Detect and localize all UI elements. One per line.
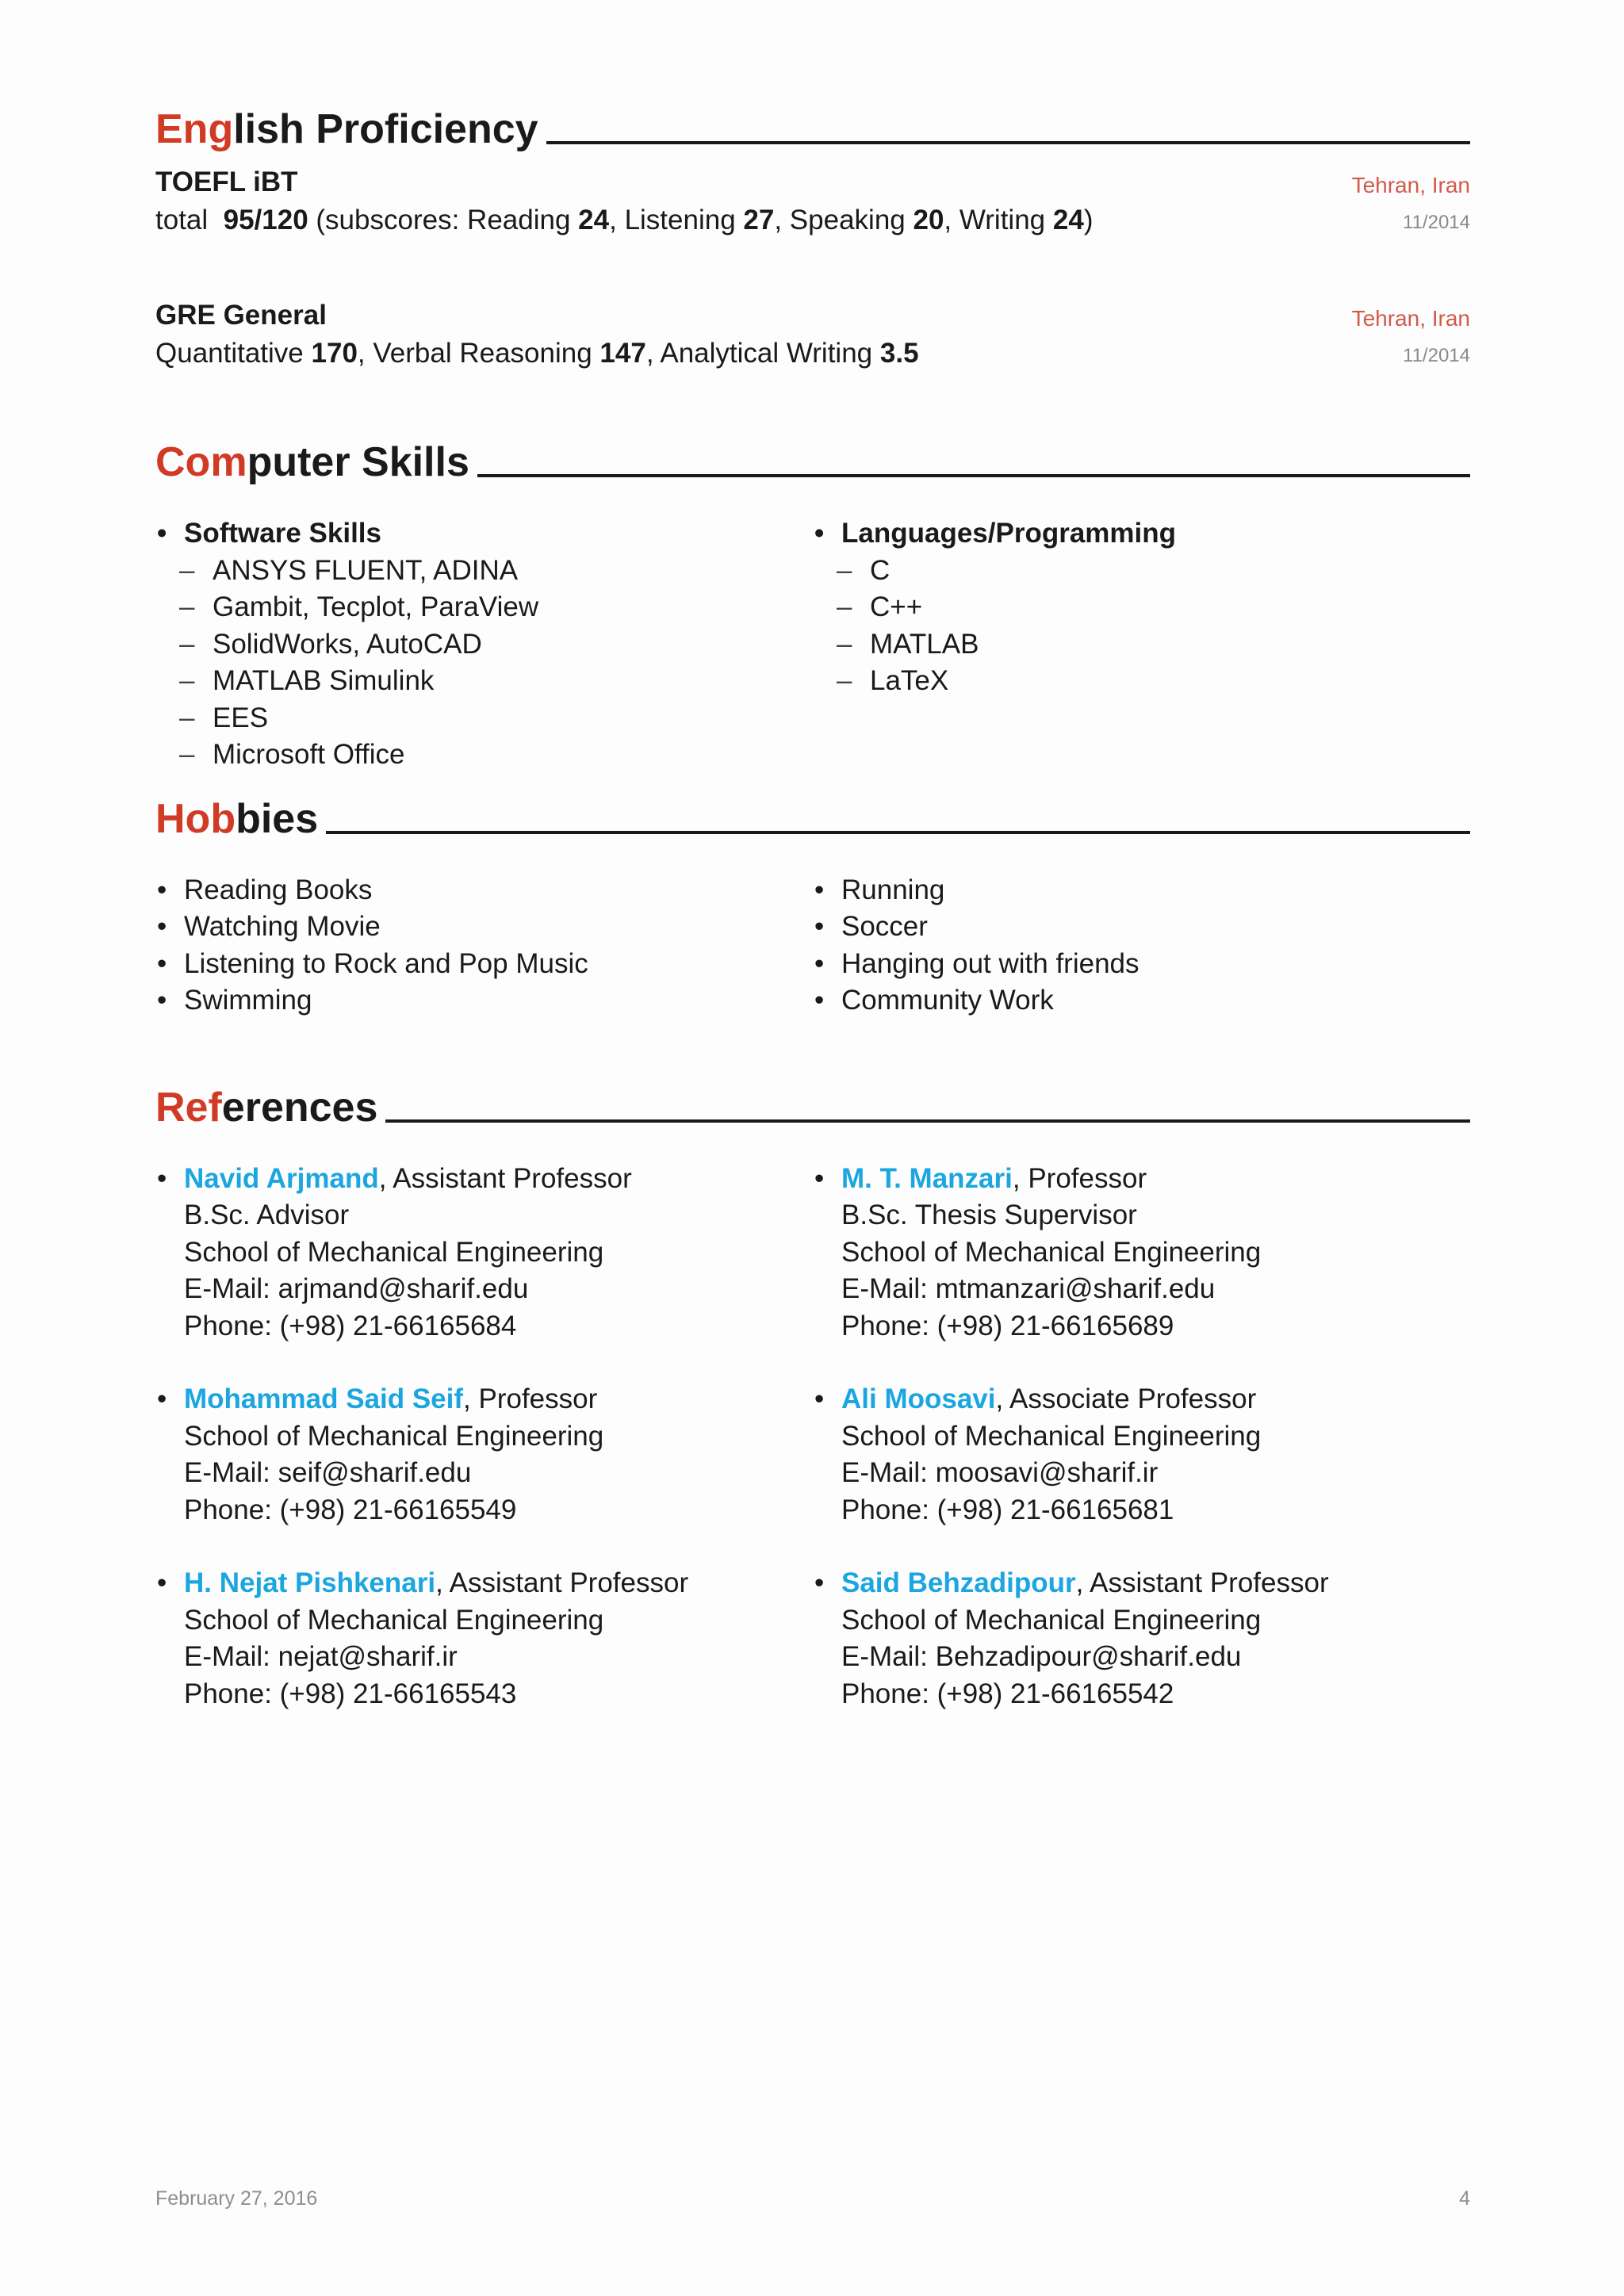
software-column [155,515,813,774]
list-item: • Watching Movie [157,911,381,942]
gre-scores: Quantitative 170, Verbal Reasoning 147, Analytical Writing 3.5 [155,338,919,369]
section-computer-skills [155,438,1470,487]
page-number: 4 [1459,2187,1470,2210]
list-item: • Hanging out with friends [814,947,1139,979]
list-item: • Reading Books [157,874,373,905]
section-title: English Proficiency [155,106,538,152]
entry-date: 11/2014 [1403,212,1470,233]
entry-location: Tehran, Iran [1351,173,1470,197]
languages-column [813,515,1470,774]
footer-date: February 27, 2016 [155,2187,318,2210]
list-item: • Swimming [157,985,312,1016]
cv-page [155,105,1470,1749]
section-rule [477,474,1470,477]
sub-item: – C [837,554,891,586]
entry-title: GRE General [155,300,327,331]
reference-entry: • Said Behzadipour, Assistant Professor School of Mechanical Engineering E-Mail: Behzadipour@sharif.edu Phone: (+98) 21-66165542 [814,1567,1329,1709]
sub-item: – Gambit, Tecplot, ParaView [179,591,539,622]
hobbies-columns [155,872,1470,1020]
list-item: • Community Work [814,985,1054,1016]
entry-date: 11/2014 [1403,345,1470,366]
references-columns [155,1161,1470,1750]
sub-item: – EES [179,702,269,733]
reference-name: Ali Moosavi [841,1383,996,1414]
page-footer [155,2185,1470,2212]
section-title: References [155,1084,378,1131]
entry-location: Tehran, Iran [1351,306,1470,331]
section-rule [326,831,1470,834]
toefl-entry [155,163,1470,239]
sub-item: – ANSYS FLUENT, ADINA [179,554,519,586]
section-hobbies [155,794,1470,844]
sub-item: – MATLAB [837,628,979,660]
reference-name: H. Nejat Pishkenari [184,1567,436,1598]
section-title: Computer Skills [155,439,469,485]
list-item: • Software Skills [157,518,381,549]
list-item: • Languages/Programming [814,518,1177,549]
reference-entry: • M. T. Manzari, Professor B.Sc. Thesis Supervisor School of Mechanical Engineering E-Mail: mtmanzari@sharif.edu Phone: (+98) 21-66165689 [814,1162,1262,1341]
references-left [155,1161,813,1750]
section-references [155,1083,1470,1132]
toefl-scores: total 95/120 (subscores: Reading 24, Listening 27, Speaking 20, Writing 24) [155,205,1094,235]
sub-item: – SolidWorks, AutoCAD [179,628,482,660]
references-right [813,1161,1470,1750]
list-item: • Listening to Rock and Pop Music [157,947,588,979]
section-title: Hobbies [155,795,319,842]
skills-columns [155,515,1470,774]
reference-name: Navid Arjmand [184,1162,379,1194]
reference-entry: • Ali Moosavi, Associate Professor School of Mechanical Engineering E-Mail: moosavi@sharif.ir Phone: (+98) 21-66165681 [814,1383,1262,1525]
section-rule [385,1119,1470,1123]
entry-title: TOEFL iBT [155,166,298,197]
list-item: • Soccer [814,911,928,942]
sub-item: – C++ [837,591,923,622]
sub-item: – LaTeX [837,665,949,696]
hobbies-right [813,872,1470,1020]
section-english-proficiency [155,105,1470,154]
list-item: • Running [814,874,945,905]
reference-entry: • Navid Arjmand, Assistant Professor B.Sc. Advisor School of Mechanical Engineering E-Mail: arjmand@sharif.edu Phone: (+98) 21-66165684 [157,1162,632,1341]
hobbies-left [155,872,813,1020]
gre-entry [155,297,1470,373]
sub-item: – Microsoft Office [179,739,405,770]
sub-item: – MATLAB Simulink [179,665,435,696]
reference-entry: • H. Nejat Pishkenari, Assistant Professor School of Mechanical Engineering E-Mail: nejat@sharif.ir Phone: (+98) 21-66165543 [157,1567,689,1709]
reference-entry: • Mohammad Said Seif, Professor School of Mechanical Engineering E-Mail: seif@sharif.edu Phone: (+98) 21-66165549 [157,1383,604,1525]
reference-name: M. T. Manzari [841,1162,1013,1194]
reference-name: Mohammad Said Seif [184,1383,464,1414]
section-rule [546,141,1470,144]
reference-name: Said Behzadipour [841,1567,1076,1598]
